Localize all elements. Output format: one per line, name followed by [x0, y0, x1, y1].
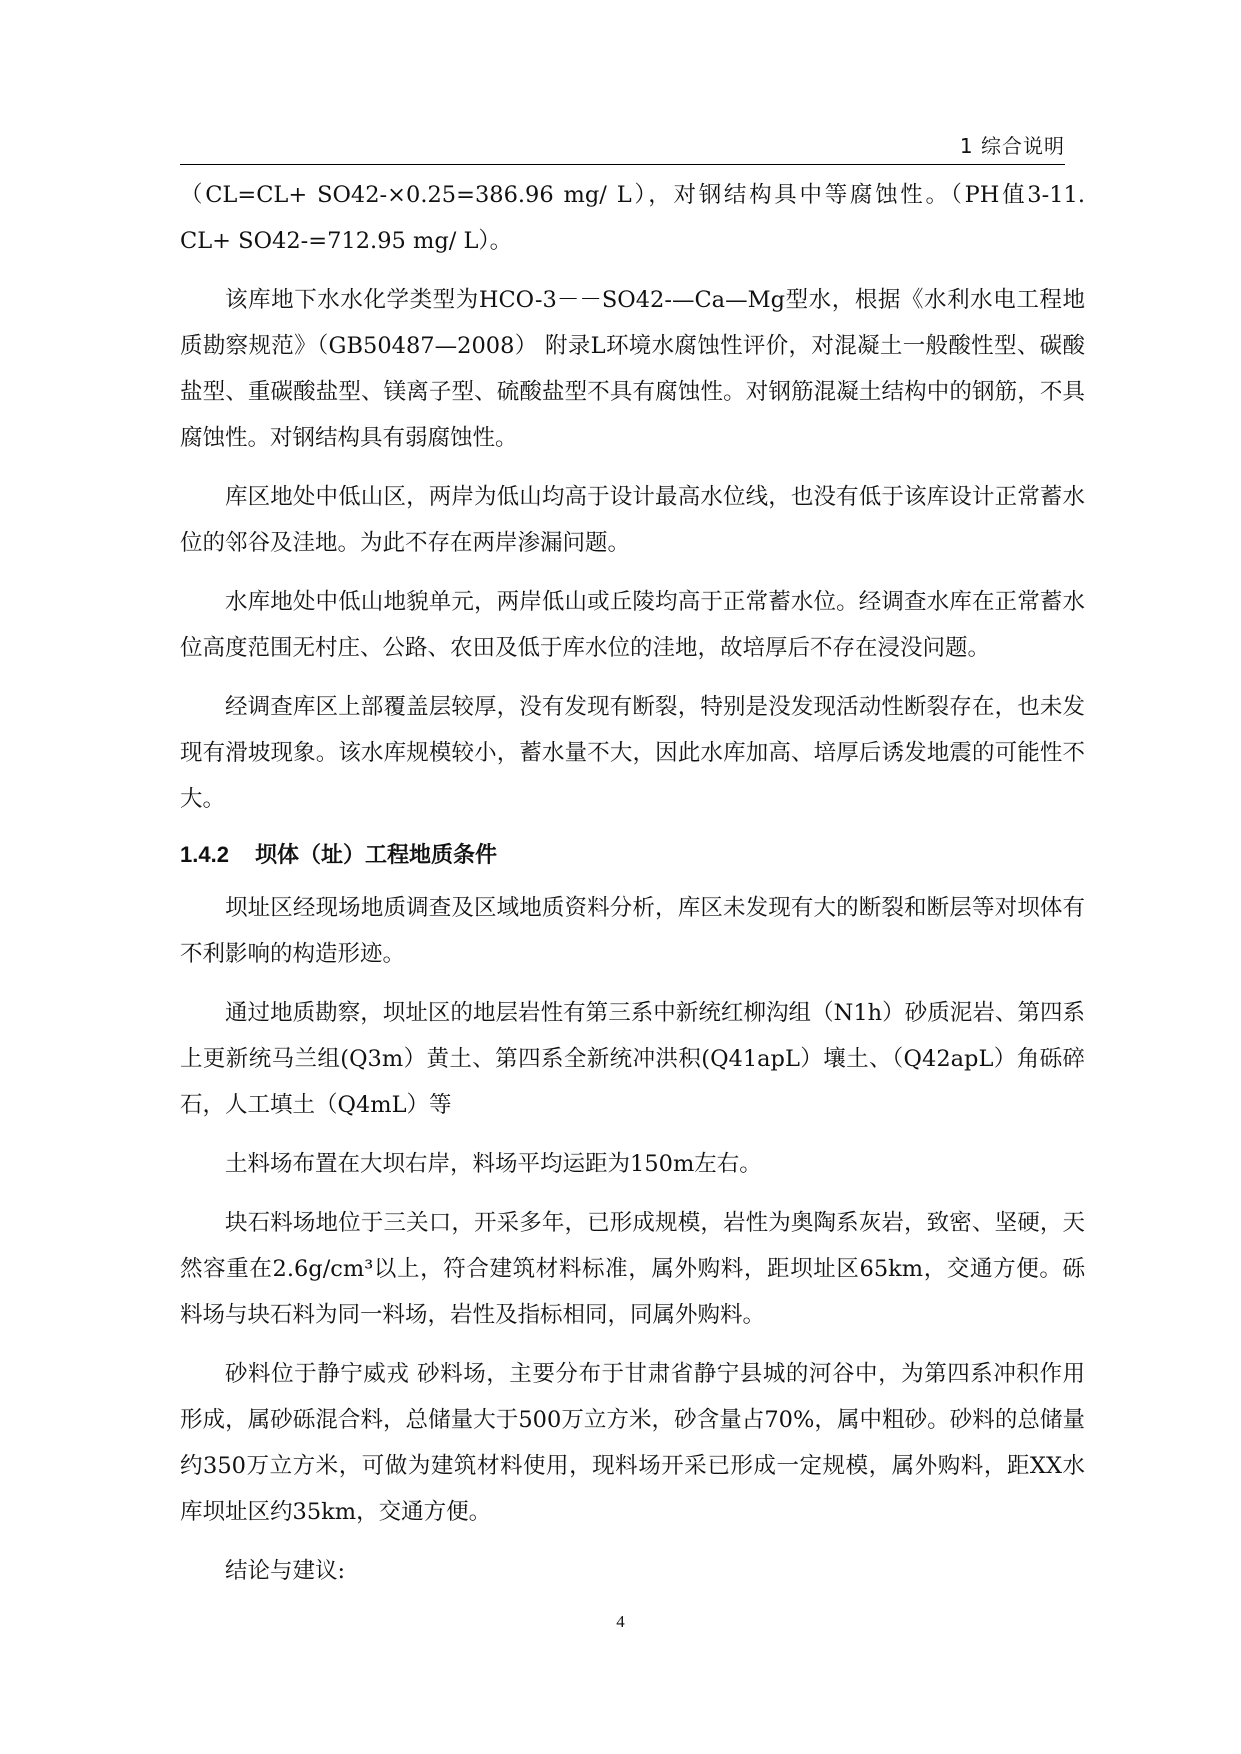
- header-rule: [180, 164, 1065, 165]
- paragraph: 库区地处中低山区，两岸为低山均高于设计最高水位线，也没有低于该库设计正常蓄水位的邻谷及洼地。为此不存在两岸渗漏问题。: [180, 484, 1085, 556]
- running-header: 1 综合说明: [959, 134, 1065, 158]
- page-number: 4: [616, 1612, 625, 1631]
- paragraph: 结论与建议:: [225, 1558, 346, 1584]
- paragraph: 块石料场地位于三关口，开采多年，已形成规模，岩性为奥陶系灰岩，致密、坚硬，天然容重在2.6g/cm³以上，符合建筑材料标准，属外购料，距坝址区65km，交通方便。砾料场与块石料为同一料场，岩性及指标相同，同属外购料。: [180, 1210, 1085, 1328]
- paragraph: 坝址区经现场地质调查及区域地质资料分析，库区未发现有大的断裂和断层等对坝体有不利影响的构造形迹。: [180, 895, 1085, 967]
- section-number: 1.4.2: [180, 842, 229, 867]
- paragraph: 该库地下水水化学类型为HCO-3－－SO42-—Ca—Mg型水，根据《水利水电工程地质勘察规范》（GB50487—2008） 附录L环境水腐蚀性评价，对混凝土一般酸性型、碳酸盐型、重碳酸盐型、镁离子型、硫酸盐型不具有腐蚀性。对钢筋混凝土结构中的钢筋，不具腐蚀性。对钢结构具有弱腐蚀性。: [180, 287, 1085, 451]
- paragraph: 水库地处中低山地貌单元，两岸低山或丘陵均高于正常蓄水位。经调查水库在正常蓄水位高度范围无村庄、公路、农田及低于库水位的洼地，故培厚后不存在浸没问题。: [180, 589, 1085, 661]
- paragraph: （CL=CL+ SO42-×0.25=386.96 mg/ L），对钢结构具中等腐蚀性。（PH值3-11. CL+ SO42-=712.95 mg/ L）。: [180, 182, 1085, 254]
- paragraph: 砂料位于静宁威戎 砂料场，主要分布于甘肃省静宁县城的河谷中，为第四系冲积作用形成，属砂砾混合料，总储量大于500万立方米，砂含量占70%，属中粗砂。砂料的总储量约350万立方米，可做为建筑材料使用，现料场开采已形成一定规模，属外购料，距XX水库坝址区约35km，交通方便。: [180, 1361, 1085, 1525]
- section-title: 坝体（址）工程地质条件: [254, 842, 497, 867]
- section-heading: [180, 835, 1085, 875]
- page-body: [180, 172, 1085, 1607]
- paragraph: 通过地质勘察，坝址区的地层岩性有第三系中新统红柳沟组（N1h）砂质泥岩、第四系上更新统马兰组(Q3m）黄土、第四系全新统冲洪积(Q41apL）壤土、（Q42apL）角砾碎石，人工填土（Q4mL）等: [180, 1000, 1085, 1118]
- paragraph: 土料场布置在大坝右岸，料场平均运距为150m左右。: [225, 1151, 762, 1177]
- paragraph: 经调查库区上部覆盖层较厚，没有发现有断裂，特别是没发现活动性断裂存在，也未发现有滑坡现象。该水库规模较小，蓄水量不大，因此水库加高、培厚后诱发地震的可能性不大。: [180, 694, 1085, 812]
